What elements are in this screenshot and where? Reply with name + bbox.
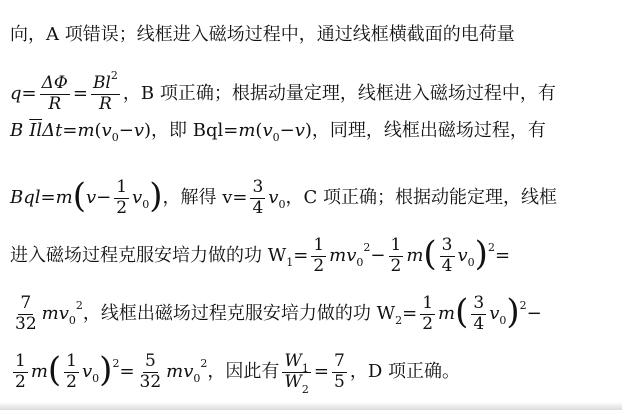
flux-change: ΔΦ <box>41 73 68 93</box>
resistance: R <box>48 93 62 114</box>
line-6-mid: ，线框出磁场过程克服安培力做的功 W <box>82 303 396 325</box>
bql: Bql <box>10 187 41 209</box>
text-line-2 <box>10 69 612 114</box>
line-7-mid: ，因此有 <box>207 361 280 383</box>
text-line-1 <box>10 26 612 44</box>
line-4-tail: ，C 项正确；根据动能定理，线框 <box>285 187 557 209</box>
line-3-mid: ，即 Bql <box>151 120 224 141</box>
bl2-fraction <box>91 69 120 114</box>
equals: = <box>72 83 88 105</box>
work-ratio-fraction: $\frac{W1}{W2}$ <box>284 351 309 396</box>
equals: = <box>293 245 309 267</box>
resistance-denominator: R <box>99 93 112 114</box>
line-3-tail: ，同理，线框出磁场过程，有 <box>311 120 546 141</box>
text-line-3: B $\overline{Il}$ Δt = m ( v 0 − v ) ，即 Bql = m ( v 0 − v ) ，同理，线框出磁场过程，有 <box>10 120 546 144</box>
line-7-tail: ，D 项正确。 <box>349 361 460 383</box>
charge-symbol: q <box>10 83 22 105</box>
text-line-7: $\frac{1}{2}$ m ( $\frac{1}{2}$ v 0 ) 2 = $\frac{5}{32}$ mv 0 2 ，因此有 $\frac{W1}{W2}$ = $\frac{7}{5}$ ，D 项正确。 <box>15 350 460 396</box>
equals: = <box>21 83 37 105</box>
three-quarter-fraction: $\frac{3}{4}$ <box>252 177 264 218</box>
text-line-4: Bql = m ( v − $\frac{1}{2}$ v 0 ) ，解得 v = $\frac{3}{4}$ v 0 ，C 项正确；根据动能定理，线框 <box>10 176 557 218</box>
half-fraction: $\frac{1}{2}$ <box>116 177 128 218</box>
text-line-6: $\frac{7}{32}$ mv 0 2 ，线框出磁场过程克服安培力做的功 W 2 = $\frac{1}{2}$ m ( $\frac{3}{4}$ v 0 ) 2 − <box>15 292 542 334</box>
flux-fraction <box>40 74 70 114</box>
line-2-tail: ，B 项正确；根据动量定理，线框进入磁场过程中，有 <box>122 83 556 105</box>
b-symbol: B <box>10 120 24 141</box>
mass: m <box>77 120 95 141</box>
line-4-mid: ，解得 v <box>162 187 233 209</box>
line-1-text: 向，A 项错误；线框进入磁场过程中，通过线框横截面的电荷量 <box>10 24 515 45</box>
delta-t: Δt <box>42 120 63 141</box>
bottom-strip <box>0 402 622 410</box>
equals: = <box>40 187 56 209</box>
line-5-head: 进入磁场过程克服安培力做的功 W <box>10 245 287 267</box>
avg-current-length: $\overline{Il}$ <box>29 120 43 141</box>
text-line-5: 进入磁场过程克服安培力做的功 W 1 = $\frac{1}{2}$ mv 0 2 − $\frac{1}{2}$ m ( $\frac{3}{4}$ v 0 ) 2 = <box>10 234 511 276</box>
bl-squared: Bl2 <box>92 69 118 93</box>
equals: = <box>223 120 239 141</box>
equals: = <box>232 187 248 209</box>
equals: = <box>62 120 78 141</box>
